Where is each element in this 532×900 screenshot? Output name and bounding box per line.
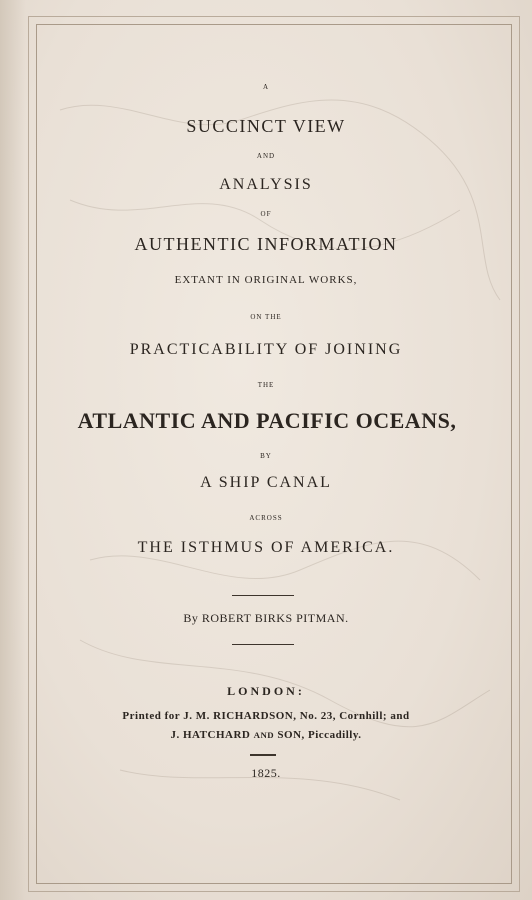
word-by: BY [260,452,272,460]
word-of: OF [260,210,272,218]
publication-year: 1825. [251,766,281,780]
line-ship-canal: A SHIP CANAL [200,474,332,491]
author-line [0,611,532,626]
word-across: ACROSS [249,514,283,522]
word-the: THE [257,381,275,389]
imprint-hatchard: J. HATCHARD [170,729,251,741]
word-and: AND [256,152,276,160]
line-isthmus: THE ISTHMUS OF AMERICA. [137,539,395,556]
title-oceans: ATLANTIC AND PACIFIC OCEANS, [77,408,457,433]
title-authentic-information: AUTHENTIC INFORMATION [134,234,398,254]
line-practicability: PRACTICABILITY OF JOINING [129,341,403,358]
rule-above-author [232,595,294,596]
imprint-son: SON, Piccadilly. [277,729,362,741]
word-on-the: ON THE [250,313,282,321]
author-by: By [183,611,199,625]
rule-below-author [232,644,294,645]
imprint-line-1: Printed for J. M. RICHARDSON, No. 23, Cornhill; and [122,710,410,722]
title-succinct-view: SUCCINCT VIEW [186,116,346,136]
author-name: ROBERT BIRKS PITMAN. [201,611,349,625]
imprint-and: AND [253,730,275,740]
line-extant: EXTANT IN ORIGINAL WORKS, [174,274,358,286]
imprint-london: LONDON: [227,684,305,698]
rule-above-year [250,754,276,756]
title-analysis: ANALYSIS [219,176,313,193]
article-a: A [262,83,270,91]
imprint-line-2 [0,729,532,741]
